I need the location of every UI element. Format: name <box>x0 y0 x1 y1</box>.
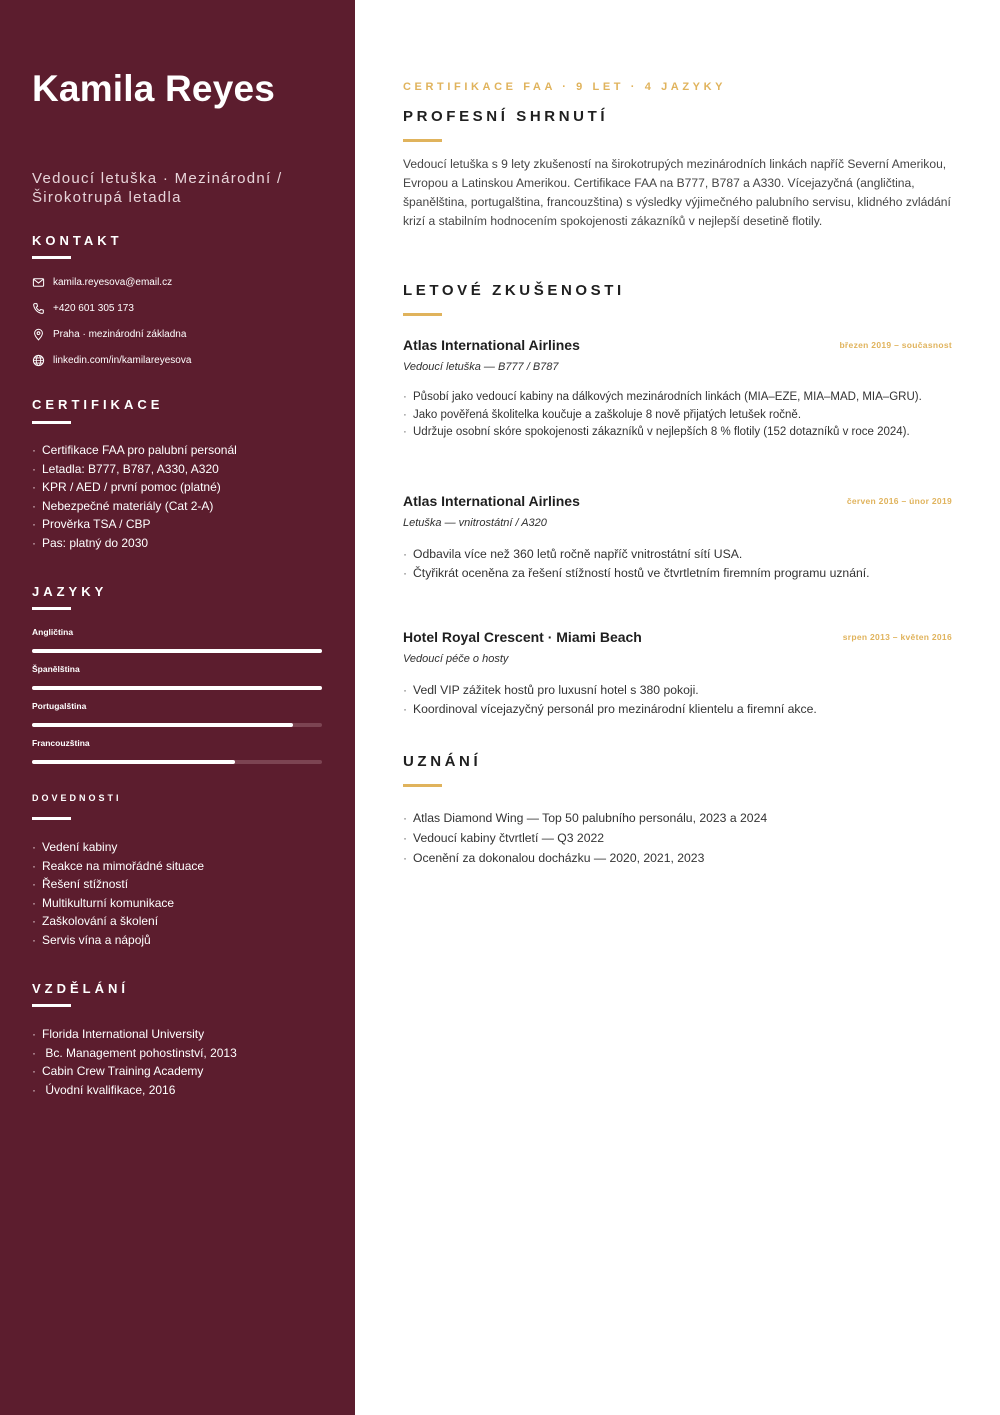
language-bar <box>32 723 322 727</box>
skill-item: · Zaškolování a školení <box>32 914 159 929</box>
contact-email[interactable] <box>32 273 332 291</box>
summary-heading-rule <box>403 139 442 142</box>
skills-list <box>32 838 342 950</box>
job-bullets <box>403 389 963 442</box>
award-item: · Atlas Diamond Wing — Top 50 palubního personálu, 2023 a 2024 <box>403 811 768 825</box>
language-bar-fill <box>32 723 293 727</box>
certifications-heading-rule <box>32 421 71 424</box>
education-item: · Bc. Management pohostinství, 2013 <box>32 1045 237 1060</box>
summary-heading: PROFESNÍ SHRNUTÍ <box>403 108 609 125</box>
education-heading: VZDĚLÁNÍ <box>32 981 129 996</box>
skills-heading: DOVEDNOSTI <box>32 793 122 803</box>
job-role: Vedoucí letuška — B777 / B787 <box>403 361 559 373</box>
education-list <box>32 1025 342 1099</box>
language-label: Španělština <box>32 664 80 674</box>
contact-email-text: kamila.reyesova@email.cz <box>53 276 173 288</box>
skills-heading-rule <box>32 817 71 820</box>
job-dates: březen 2019 – současnost <box>839 340 952 350</box>
experience-heading-rule <box>403 313 442 316</box>
mail-icon <box>32 276 45 289</box>
education-item: · Úvodní kvalifikace, 2016 <box>32 1082 176 1097</box>
language-label: Francouzština <box>32 738 90 748</box>
languages-heading: JAZYKY <box>32 584 108 599</box>
language-bar <box>32 649 322 653</box>
location-pin-icon <box>32 328 45 341</box>
globe-icon <box>32 354 45 367</box>
language-label: Portugalština <box>32 701 87 711</box>
certification-item: · Pas: platný do 2030 <box>32 535 149 550</box>
certification-item: · Nebezpečné materiály (Cat 2-A) <box>32 498 214 513</box>
job-company: Atlas International Airlines <box>403 337 580 353</box>
contact-location-text: Praha · mezinárodní základna <box>53 328 187 340</box>
language-bar <box>32 686 322 690</box>
certification-item: · Prověrka TSA / CBP <box>32 517 151 532</box>
award-item: · Vedoucí kabiny čtvrtletí — Q3 2022 <box>403 831 605 846</box>
experience-heading: LETOVÉ ZKUŠENOSTI <box>403 282 625 299</box>
skill-item: · Řešení stížností <box>32 877 129 892</box>
contact-phone-text: +420 601 305 173 <box>53 302 134 314</box>
job-role: Vedoucí péče o hosty <box>403 653 509 665</box>
language-bar-fill <box>32 686 322 690</box>
education-item: · Florida International University <box>32 1027 205 1041</box>
language-bar-fill <box>32 649 322 653</box>
job-bullet: · Koordinoval vícejazyčný personál pro mezinárodní klientelu a firemní akce. <box>403 701 817 716</box>
skill-item: · Reakce na mimořádné situace <box>32 858 205 873</box>
job-dates: srpen 2013 – květen 2016 <box>842 632 952 642</box>
certification-item: · KPR / AED / první pomoc (platné) <box>32 480 221 495</box>
skill-item: · Servis vína a nápojů <box>32 932 151 947</box>
headline-eyebrow: CERTIFIKACE FAA · 9 LET · 4 JAZYKY <box>403 81 727 93</box>
skill-item: · Vedení kabiny <box>32 840 118 854</box>
job-bullet: · Působí jako vedoucí kabiny na dálkových mezinárodních linkách (MIA–EZE, MIA–MAD, MIA–GRU). <box>403 391 922 403</box>
awards-heading: UZNÁNÍ <box>403 753 482 770</box>
job-company: Atlas International Airlines <box>403 493 580 509</box>
contact-linkedin[interactable] <box>32 351 332 369</box>
candidate-name: Kamila Reyes <box>32 68 276 109</box>
job-bullets <box>403 545 963 582</box>
job-bullet: · Udržuje osobní skóre spokojenosti zákazníků v nejlepších 8 % flotily (152 dotazníků v roce 2024). <box>403 426 910 438</box>
language-bar-fill <box>32 760 235 764</box>
contact-phone[interactable] <box>32 299 332 317</box>
main-content <box>355 0 1000 1415</box>
contact-heading: KONTAKT <box>32 233 123 248</box>
job-bullet: · Vedl VIP zážitek hostů pro luxusní hotel s 380 pokoji. <box>403 683 699 697</box>
job-dates: červen 2016 – únor 2019 <box>846 496 952 506</box>
contact-location <box>32 325 332 343</box>
awards-heading-rule <box>403 784 442 787</box>
contact-linkedin-text: linkedin.com/in/kamilareyesova <box>53 354 192 366</box>
candidate-tagline: Vedoucí letuška · Mezinárodní / Širokotrupá letadla <box>32 170 283 206</box>
job-bullet: · Čtyřikrát oceněna za řešení stížností hostů ve čtvrtletním firemním programu uznání. <box>403 565 870 580</box>
certifications-list <box>32 441 342 553</box>
skill-item: · Multikulturní komunikace <box>32 895 175 910</box>
summary-text: Vedoucí letuška s 9 lety zkušeností na širokotrupých mezinárodních linkách napříč Severní Amerikou, Evropou a Latinskou Amerikou. Certifikace FAA na B777, B787 a A330. Vícejazyčná (angličtina, španělština, portugalština, francouzština) s výsledky výjimečného palubního servisu, klidného zvládání krizí a stabilním hodnocením spokojenosti zákazníků v nejlepší desetině flotily. <box>403 157 951 228</box>
sidebar <box>0 0 355 1415</box>
job-bullets <box>403 681 963 718</box>
job-bullet: · Jako pověřená školitelka koučuje a zaškoluje 8 nově přijatých letušek ročně. <box>403 408 802 421</box>
language-label: Angličtina <box>32 627 74 637</box>
awards-list <box>403 808 963 869</box>
language-bar <box>32 760 322 764</box>
contact-heading-rule <box>32 256 71 259</box>
job-company: Hotel Royal Crescent · Miami Beach <box>403 629 642 645</box>
certifications-heading: CERTIFIKACE <box>32 397 164 412</box>
languages-heading-rule <box>32 607 71 610</box>
education-item: · Cabin Crew Training Academy <box>32 1064 204 1079</box>
phone-icon <box>32 302 45 315</box>
education-heading-rule <box>32 1004 71 1007</box>
certification-item: · Letadla: B777, B787, A330, A320 <box>32 461 219 476</box>
job-bullet: · Odbavila více než 360 letů ročně napříč vnitrostátní sítí USA. <box>403 547 743 561</box>
certification-item: · Certifikace FAA pro palubní personál <box>32 443 237 457</box>
award-item: · Ocenění za dokonalou docházku — 2020, 2021, 2023 <box>403 851 705 866</box>
job-role: Letuška — vnitrostátní / A320 <box>403 517 547 529</box>
